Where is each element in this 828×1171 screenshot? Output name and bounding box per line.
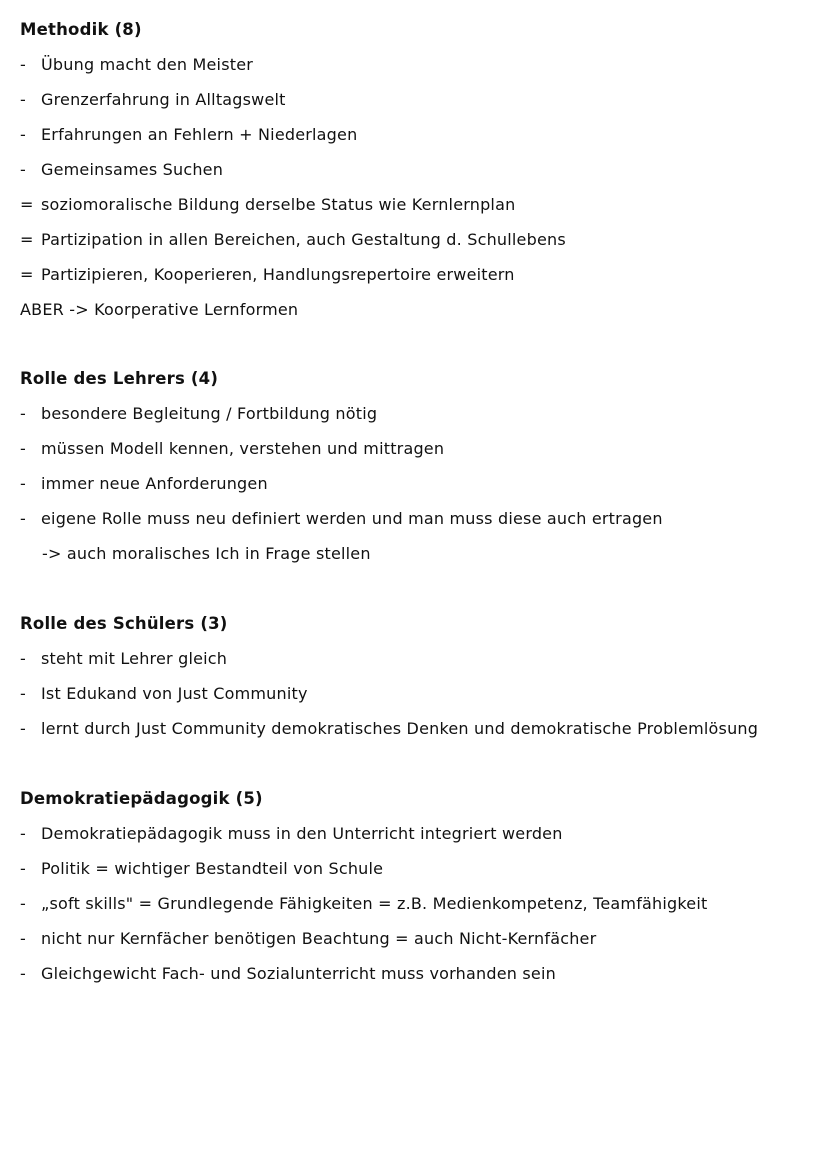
list-item-text: lernt durch Just Community demokratisches Denken und demokratische Problemlösung [41,719,759,738]
list-item-text: steht mit Lehrer gleich [41,649,228,668]
list-item-text: „soft skills" = Grundlegende Fähigkeiten = z.B. Medienkompetenz, Teamfähigkeit [41,894,708,913]
section-methodik [20,12,818,327]
bullet-marker: - [20,509,26,528]
list-item [20,711,818,746]
equals-marker: = [20,230,34,249]
list-item-text: nicht nur Kernfächer benötigen Beachtung = auch Nicht-Kernfächer [41,929,597,948]
list-item-text: Gleichgewicht Fach- und Sozialunterricht muss vorhanden sein [41,964,556,983]
list-item-text: immer neue Anforderungen [41,474,268,493]
list-item-plain [20,292,818,327]
section-heading: Methodik (8) [20,20,142,39]
bullet-marker: - [20,929,26,948]
bullet-marker: - [20,859,26,878]
list-item-text: Erfahrungen an Fehlern + Niederlagen [41,125,358,144]
section-rolle-lehrer [20,361,818,571]
bullet-marker: - [20,684,26,703]
section-rolle-schueler [20,606,818,746]
list-item [20,82,818,117]
list-item [20,222,818,257]
equals-marker: = [20,265,34,284]
list-item [20,47,818,82]
list-item [20,886,818,921]
bullet-marker: - [20,160,26,179]
section-heading: Rolle des Schülers (3) [20,614,228,633]
bullet-marker: - [20,439,26,458]
list-item-text: Übung macht den Meister [41,55,254,74]
list-item [20,956,818,991]
list-item-text: Partizipation in allen Bereichen, auch Gestaltung d. Schullebens [41,230,566,249]
list-item [20,921,818,956]
list-item [20,431,818,466]
bullet-marker: - [20,125,26,144]
list-item-text: eigene Rolle muss neu definiert werden und man muss diese auch ertragen [41,509,663,528]
bullet-marker: - [20,55,26,74]
list-item-text: besondere Begleitung / Fortbildung nötig [41,404,378,423]
list-item [20,257,818,292]
bullet-marker: - [20,649,26,668]
list-item [20,676,818,711]
list-item [20,641,818,676]
list-item-text: -> auch moralisches Ich in Frage stellen [42,544,371,563]
list-item-text: Politik = wichtiger Bestandteil von Schule [41,859,384,878]
list-item [20,501,818,536]
list-item-text: müssen Modell kennen, verstehen und mittragen [41,439,445,458]
list-item [20,152,818,187]
list-item [20,396,818,431]
list-item-text: soziomoralische Bildung derselbe Status wie Kernlernplan [41,195,516,214]
section-demokratiepaedagogik [20,781,818,991]
bullet-marker: - [20,474,26,493]
list-item [20,187,818,222]
list-item-text: Gemeinsames Suchen [41,160,224,179]
list-item-text: Ist Edukand von Just Community [41,684,308,703]
list-item-text: ABER -> Koorperative Lernformen [20,300,299,319]
bullet-marker: - [20,719,26,738]
equals-marker: = [20,195,34,214]
list-item [20,851,818,886]
section-heading: Rolle des Lehrers (4) [20,369,219,388]
bullet-marker: - [20,404,26,423]
list-item-text: Grenzerfahrung in Alltagswelt [41,90,286,109]
bullet-marker: - [20,894,26,913]
bullet-marker: - [20,964,26,983]
list-item [20,117,818,152]
list-item-text: Demokratiepädagogik muss in den Unterricht integriert werden [41,824,563,843]
bullet-marker: - [20,90,26,109]
list-subitem [20,536,818,571]
list-item [20,816,818,851]
section-heading: Demokratiepädagogik (5) [20,789,263,808]
list-item [20,466,818,501]
list-item-text: Partizipieren, Kooperieren, Handlungsrepertoire erweitern [41,265,515,284]
bullet-marker: - [20,824,26,843]
